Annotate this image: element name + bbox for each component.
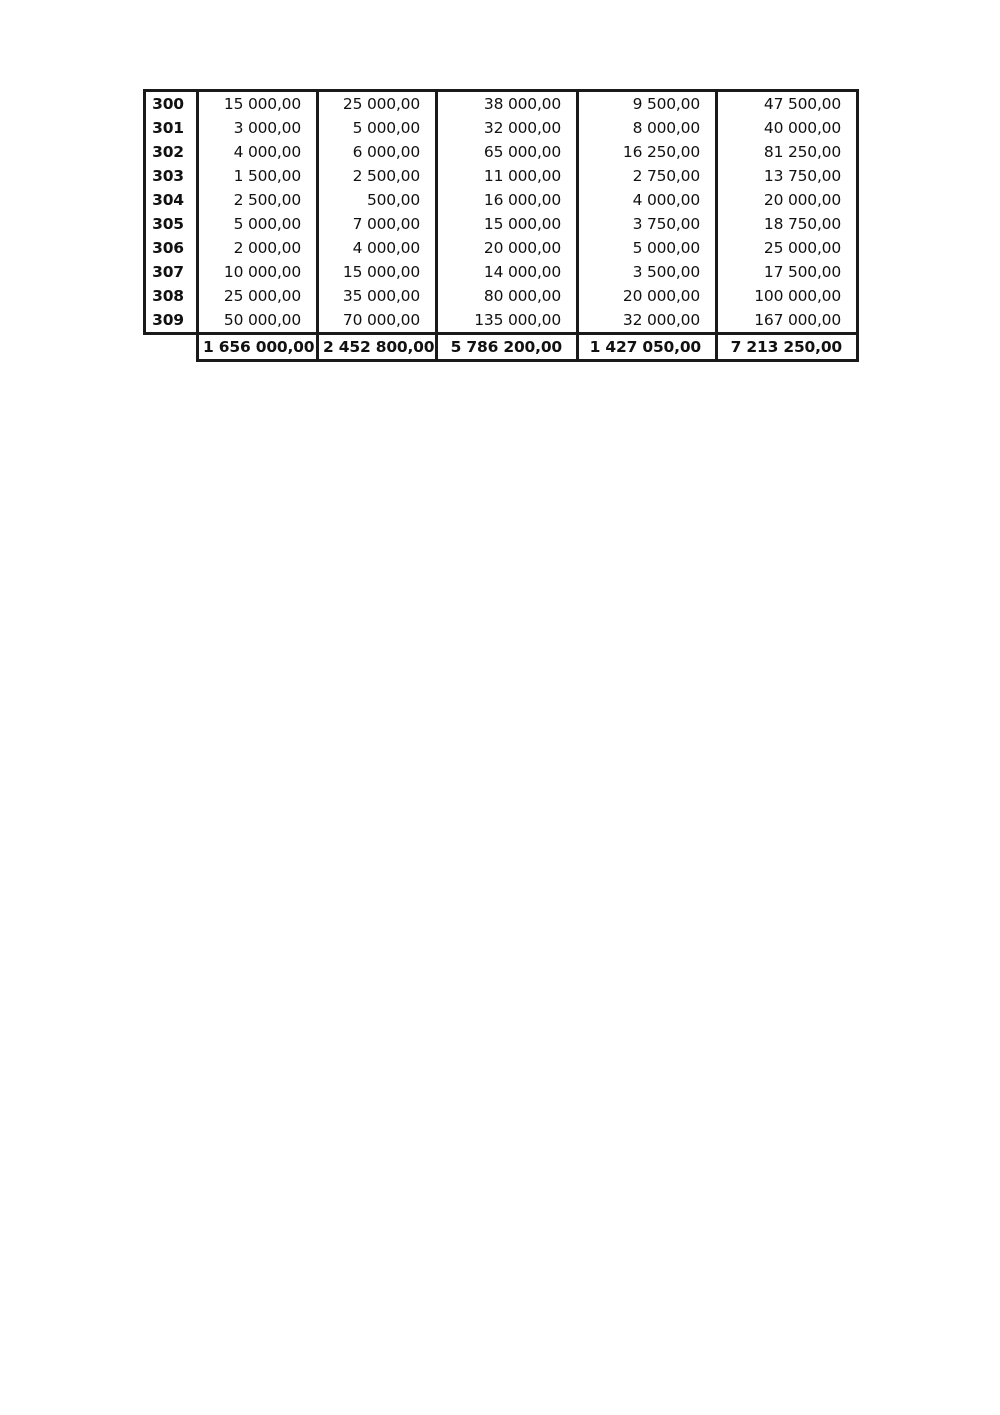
value-cell: 10 000,00 bbox=[198, 260, 318, 284]
total-cell: 1 656 000,00 bbox=[198, 334, 318, 361]
table-row bbox=[145, 188, 858, 212]
row-id-cell: 300 bbox=[145, 91, 198, 117]
value-cell: 32 000,00 bbox=[437, 116, 578, 140]
value-cell: 2 750,00 bbox=[578, 164, 717, 188]
value-cell: 4 000,00 bbox=[198, 140, 318, 164]
value-cell: 20 000,00 bbox=[578, 284, 717, 308]
value-cell: 25 000,00 bbox=[717, 236, 858, 260]
totals-row bbox=[145, 334, 858, 361]
total-cell: 7 213 250,00 bbox=[717, 334, 858, 361]
value-cell: 15 000,00 bbox=[198, 91, 318, 117]
value-cell: 40 000,00 bbox=[717, 116, 858, 140]
value-cell: 3 000,00 bbox=[198, 116, 318, 140]
value-cell: 47 500,00 bbox=[717, 91, 858, 117]
value-cell: 5 000,00 bbox=[578, 236, 717, 260]
value-cell: 16 250,00 bbox=[578, 140, 717, 164]
value-cell: 14 000,00 bbox=[437, 260, 578, 284]
value-cell: 100 000,00 bbox=[717, 284, 858, 308]
value-cell: 13 750,00 bbox=[717, 164, 858, 188]
row-id-cell: 305 bbox=[145, 212, 198, 236]
table-row bbox=[145, 308, 858, 334]
value-cell: 135 000,00 bbox=[437, 308, 578, 334]
value-cell: 18 750,00 bbox=[717, 212, 858, 236]
table-row bbox=[145, 236, 858, 260]
value-cell: 38 000,00 bbox=[437, 91, 578, 117]
value-cell: 8 000,00 bbox=[578, 116, 717, 140]
value-cell: 500,00 bbox=[318, 188, 437, 212]
value-cell: 167 000,00 bbox=[717, 308, 858, 334]
value-cell: 3 750,00 bbox=[578, 212, 717, 236]
row-id-cell: 301 bbox=[145, 116, 198, 140]
value-cell: 6 000,00 bbox=[318, 140, 437, 164]
value-cell: 2 500,00 bbox=[198, 188, 318, 212]
value-cell: 32 000,00 bbox=[578, 308, 717, 334]
value-cell: 2 000,00 bbox=[198, 236, 318, 260]
table-row bbox=[145, 91, 858, 117]
table-row bbox=[145, 284, 858, 308]
total-cell: 2 452 800,00 bbox=[318, 334, 437, 361]
value-cell: 4 000,00 bbox=[318, 236, 437, 260]
value-cell: 4 000,00 bbox=[578, 188, 717, 212]
value-cell: 15 000,00 bbox=[437, 212, 578, 236]
value-cell: 70 000,00 bbox=[318, 308, 437, 334]
value-cell: 50 000,00 bbox=[198, 308, 318, 334]
value-cell: 20 000,00 bbox=[437, 236, 578, 260]
value-cell: 65 000,00 bbox=[437, 140, 578, 164]
value-cell: 9 500,00 bbox=[578, 91, 717, 117]
value-cell: 2 500,00 bbox=[318, 164, 437, 188]
table-row bbox=[145, 164, 858, 188]
value-cell: 25 000,00 bbox=[318, 91, 437, 117]
table-row bbox=[145, 116, 858, 140]
value-cell: 16 000,00 bbox=[437, 188, 578, 212]
value-cell: 7 000,00 bbox=[318, 212, 437, 236]
value-cell: 3 500,00 bbox=[578, 260, 717, 284]
row-id-cell: 309 bbox=[145, 308, 198, 334]
value-cell: 15 000,00 bbox=[318, 260, 437, 284]
value-cell: 81 250,00 bbox=[717, 140, 858, 164]
value-cell: 80 000,00 bbox=[437, 284, 578, 308]
totals-blank-cell bbox=[145, 334, 198, 361]
row-id-cell: 306 bbox=[145, 236, 198, 260]
value-cell: 1 500,00 bbox=[198, 164, 318, 188]
value-cell: 20 000,00 bbox=[717, 188, 858, 212]
table-row bbox=[145, 212, 858, 236]
row-id-cell: 303 bbox=[145, 164, 198, 188]
value-cell: 17 500,00 bbox=[717, 260, 858, 284]
total-cell: 1 427 050,00 bbox=[578, 334, 717, 361]
value-cell: 25 000,00 bbox=[198, 284, 318, 308]
total-cell: 5 786 200,00 bbox=[437, 334, 578, 361]
table-body bbox=[145, 91, 858, 361]
value-cell: 5 000,00 bbox=[318, 116, 437, 140]
value-cell: 35 000,00 bbox=[318, 284, 437, 308]
row-id-cell: 302 bbox=[145, 140, 198, 164]
data-table bbox=[143, 89, 859, 362]
row-id-cell: 304 bbox=[145, 188, 198, 212]
value-cell: 5 000,00 bbox=[198, 212, 318, 236]
value-cell: 11 000,00 bbox=[437, 164, 578, 188]
table-row bbox=[145, 140, 858, 164]
table-row bbox=[145, 260, 858, 284]
row-id-cell: 307 bbox=[145, 260, 198, 284]
row-id-cell: 308 bbox=[145, 284, 198, 308]
